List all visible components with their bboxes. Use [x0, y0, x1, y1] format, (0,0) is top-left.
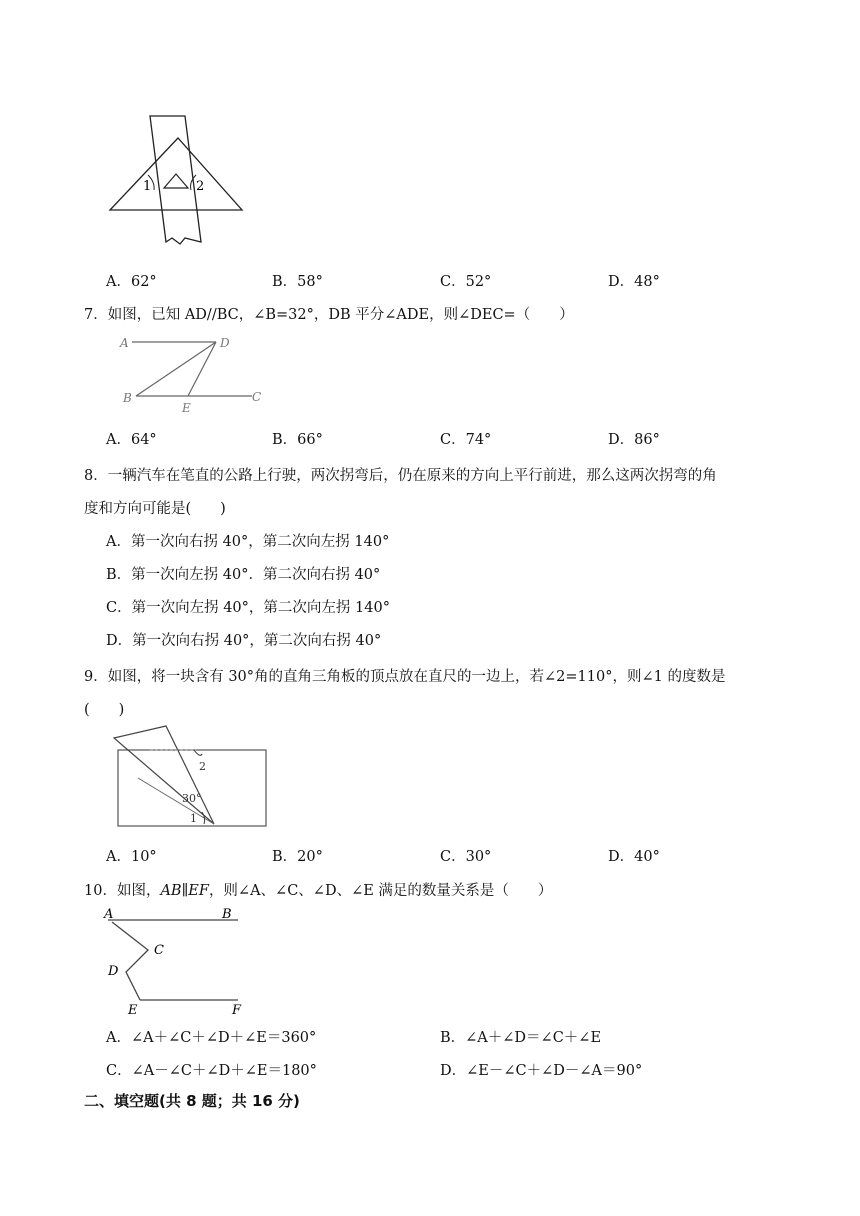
q9-option-c: C．30° [440, 849, 492, 865]
q7-figure [116, 330, 276, 416]
q7-option-b: B．66° [272, 432, 323, 448]
q9-label-1: 1 [190, 812, 197, 825]
q6-option-b: B．58° [272, 274, 323, 290]
q7-stem: 7．如图，已知 AD//BC，∠B=32°，DB 平分∠ADE，则∠DEC=（ ） [84, 307, 574, 323]
q9-stem-line1: 9．如图，将一块含有 30°角的直角三角板的顶点放在直尺的一边上，若∠2=110°，则∠1 的度数是 [84, 669, 726, 685]
q10-stem-prefix: 10．如图， [84, 883, 161, 899]
section-2-title: 二、填空题(共 8 题；共 16 分) [84, 1092, 300, 1110]
q6-option-c: C．52° [440, 274, 492, 290]
q9-stem-line2: ( ) [84, 702, 125, 718]
q10-option-c: C．∠A－∠C＋∠D＋∠E＝180° [106, 1063, 317, 1079]
q10-figure [100, 904, 250, 1018]
q9-option-a: A．10° [106, 849, 157, 865]
q9-figure [110, 724, 272, 830]
q10-option-a: A．∠A＋∠C＋∠D＋∠E＝360° [106, 1030, 317, 1046]
q6-option-a: A．62° [106, 274, 157, 290]
q8-stem-line2: 度和方向可能是( ) [84, 501, 226, 517]
q9-option-d: D．40° [608, 849, 660, 865]
q8-option-a: A．第一次向右拐 40°，第二次向左拐 140° [106, 534, 390, 550]
q9-label-2: 2 [199, 760, 206, 773]
q7-option-d: D．86° [608, 432, 660, 448]
q6-label-2: 2 [196, 179, 205, 194]
q10-label-b: B [222, 907, 232, 922]
q10-label-f: F [232, 1003, 242, 1018]
q6-figure [100, 112, 250, 252]
q8-option-b: B．第一次向左拐 40°．第二次向右拐 40° [106, 567, 381, 583]
q10-label-c: C [154, 943, 164, 958]
q7-label-a: A [120, 336, 129, 350]
q7-option-c: C．74° [440, 432, 492, 448]
q6-label-1: 1 [143, 179, 152, 194]
q9-label-30: 30° [182, 792, 202, 805]
q10-stem-suffix: ，则∠A、∠C、∠D、∠E 满足的数量关系是（ ） [208, 883, 553, 899]
q7-option-a: A．64° [106, 432, 157, 448]
q8-option-c: C．第一次向左拐 40°，第二次向左拐 140° [106, 600, 390, 616]
q7-label-e: E [182, 401, 191, 415]
q6-option-d: D．48° [608, 274, 660, 290]
q7-label-c: C [252, 390, 262, 404]
q7-label-d: D [220, 336, 230, 350]
q10-stem-math: AB∥EF [160, 883, 209, 899]
q7-label-b: B [123, 391, 132, 405]
q10-option-b: B．∠A＋∠D＝∠C＋∠E [440, 1030, 602, 1046]
q10-stem [84, 879, 552, 900]
q9-option-b: B．20° [272, 849, 323, 865]
q8-stem-line1: 8．一辆汽车在笔直的公路上行驶，两次拐弯后，仍在原来的方向上平行前进，那么这两次拐弯的角 [84, 468, 717, 484]
q10-label-d: D [108, 964, 119, 979]
q10-label-e: E [128, 1003, 138, 1018]
q8-option-d: D．第一次向右拐 40°，第二次向右拐 40° [106, 633, 382, 649]
q10-label-a: A [104, 907, 114, 922]
q10-option-d: D．∠E－∠C＋∠D－∠A＝90° [440, 1063, 643, 1079]
